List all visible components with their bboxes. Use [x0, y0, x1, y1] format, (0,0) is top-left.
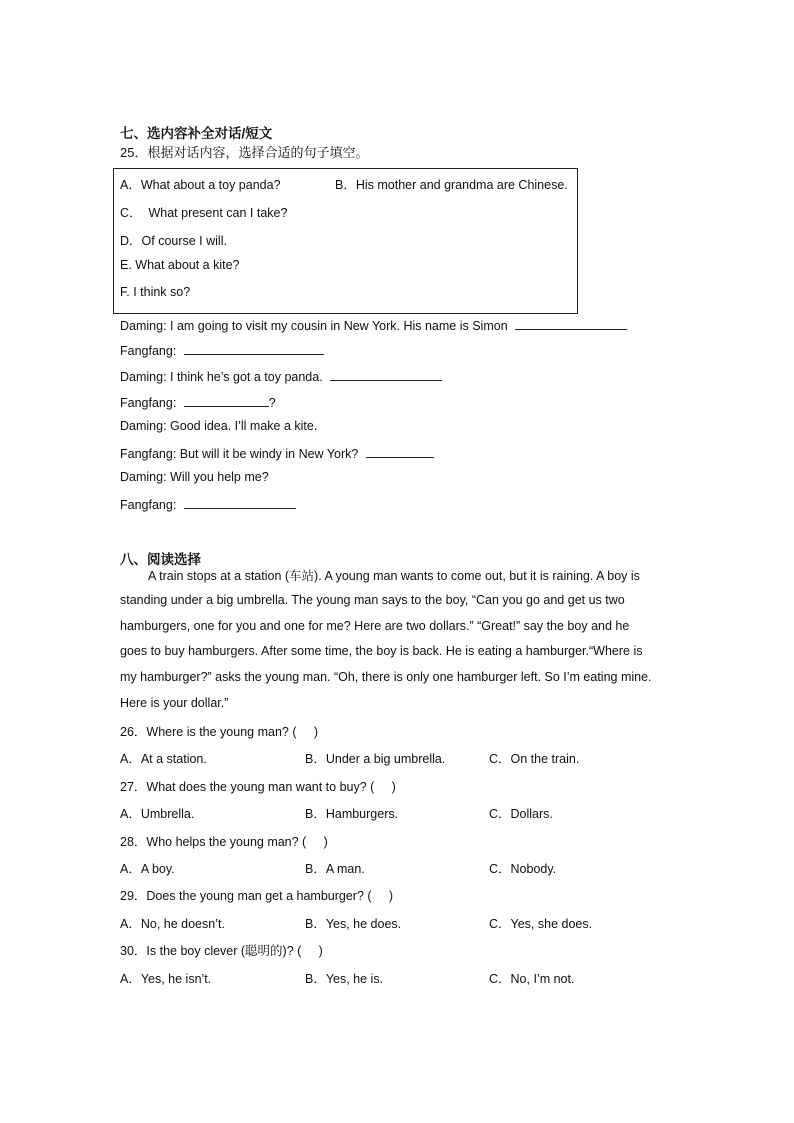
passage-line-2: standing under a big umbrella. The young man says to the boy, “Can you go and get us two [120, 593, 625, 607]
q29-option-b[interactable]: B．Yes, he does. [305, 917, 402, 931]
answer-blank-1[interactable] [515, 317, 627, 330]
dialogue-line-4: Fangfang: ? [120, 396, 276, 410]
question-27: 27．What does the young man want to buy? ( ) [120, 780, 396, 794]
answer-blank-5[interactable] [366, 445, 434, 458]
q30-option-a[interactable]: A．Yes, he isn’t. [120, 972, 212, 986]
dialogue-line-5: Daming: Good idea. I’ll make a kite. [120, 419, 318, 433]
passage-line-5: my hamburger?” asks the young man. “Oh, there is only one hamburger left. So I’m eating mine. [120, 670, 652, 684]
q27-option-c[interactable]: C．Dollars. [489, 807, 553, 821]
dialogue-line-3: Daming: I think he’s got a toy panda. [120, 368, 442, 384]
dialogue-line-8: Fangfang: [120, 496, 296, 512]
answer-blank-4[interactable] [184, 394, 269, 407]
q28-option-c[interactable]: C．Nobody. [489, 862, 557, 876]
answer-blank-2[interactable] [184, 342, 324, 355]
passage-line-4: goes to buy hamburgers. After some time, the boy is back. He is eating a hamburger.“Where is [120, 644, 643, 658]
question-30: 30．Is the boy clever (聪明的)? ( ) [120, 944, 323, 958]
q27-option-a[interactable]: A．Umbrella. [120, 807, 195, 821]
q25-prompt: 25．根据对话内容，选择合适的句子填空。 [120, 145, 369, 160]
passage-line-3: hamburgers, one for you and one for me? Here are two dollars.” “Great!” say the boy and he [120, 619, 630, 633]
q28-option-b[interactable]: B．A man. [305, 862, 365, 876]
option-f: F. I think so? [120, 285, 191, 299]
question-29: 29．Does the young man get a hamburger? ( ) [120, 889, 394, 903]
q26-option-c[interactable]: C．On the train. [489, 752, 580, 766]
passage-line-1: A train stops at a station (车站). A young man wants to come out, but it is raining. A boy is [148, 569, 640, 583]
q26-option-a[interactable]: A．At a station. [120, 752, 207, 766]
q29-option-c[interactable]: C．Yes, she does. [489, 917, 593, 931]
option-e: E. What about a kite? [120, 258, 240, 272]
option-a: A．What about a toy panda? [120, 178, 281, 192]
option-c: C． What present can I take? [120, 206, 288, 220]
passage-line-6: Here is your dollar.” [120, 696, 229, 710]
q27-option-b[interactable]: B．Hamburgers. [305, 807, 399, 821]
question-28: 28．Who helps the young man? ( ) [120, 835, 328, 849]
dialogue-line-1: Daming: I am going to visit my cousin in New York. His name is Simon [120, 317, 627, 333]
dialogue-line-2: Fangfang: [120, 342, 324, 358]
answer-blank-3[interactable] [330, 368, 442, 381]
question-26: 26．Where is the young man? ( ) [120, 725, 319, 739]
q30-option-c[interactable]: C．No, I’m not. [489, 972, 575, 986]
dialogue-line-7: Daming: Will you help me? [120, 470, 269, 484]
q29-option-a[interactable]: A．No, he doesn’t. [120, 917, 225, 931]
q30-option-b[interactable]: B．Yes, he is. [305, 972, 384, 986]
q28-option-a[interactable]: A．A boy. [120, 862, 175, 876]
answer-blank-6[interactable] [184, 496, 296, 509]
q26-option-b[interactable]: B．Under a big umbrella. [305, 752, 446, 766]
section8-title: 八、阅读选择 [120, 552, 201, 567]
dialogue-line-6: Fangfang: But will it be windy in New York? [120, 445, 434, 461]
section7-title: 七、选内容补全对话/短文 [120, 126, 273, 141]
option-d: D．Of course I will. [120, 234, 227, 248]
option-b: B．His mother and grandma are Chinese. [335, 178, 568, 192]
